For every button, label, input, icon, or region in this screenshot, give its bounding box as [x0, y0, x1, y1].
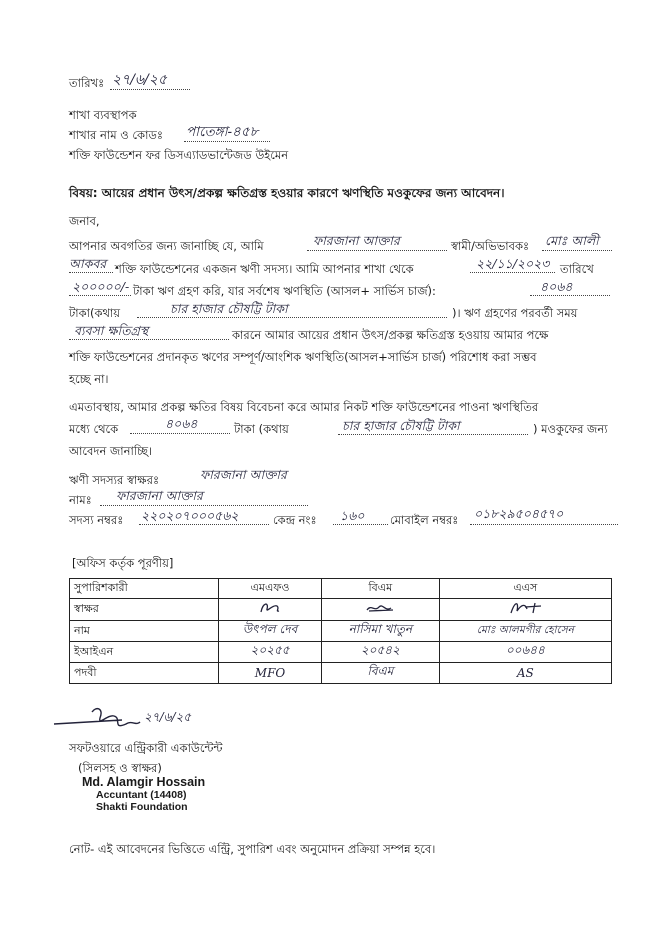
mfo-ein: ২০২৫৫ — [219, 642, 322, 663]
guardian-label: স্বামী/অভিভাবকঃ — [451, 239, 530, 253]
loan-date: ২২/১১/২০২৩ — [476, 256, 550, 271]
center-no: ১৬০ — [340, 508, 365, 523]
member-signature: ফারজানা আক্তার — [200, 467, 287, 482]
applicant-name: ফারজানা আক্তার — [313, 233, 400, 248]
table-header-row — [70, 579, 612, 599]
date-label: তারিখঃ — [69, 76, 105, 90]
guardian-name: মোঃ আলী — [545, 233, 599, 248]
table-row — [70, 599, 612, 621]
mobile-no: ০১৮২৯৫০৪৫৭০ — [474, 506, 564, 521]
waiver-amount: ৪০৬৪ — [165, 416, 198, 431]
branch-value: পাতেঙ্গা-৪৫৮ — [186, 124, 259, 140]
para1-line4-text: )। ঋণ গ্রহণের পরবর্তী সময় — [452, 306, 578, 320]
mfo-name: উৎপল দেব — [219, 621, 322, 642]
damage-reason: ব্যবসা ক্ষতিগ্রস্থ — [74, 323, 149, 338]
mobile-label: মোবাইল নম্বরঃ — [390, 513, 459, 527]
header-cell: সুপারিশকারী — [70, 579, 219, 599]
as-name: মোঃ আলমগীর হোসেন — [439, 621, 611, 642]
member-no-label: সদস্য নম্বরঃ — [69, 513, 124, 527]
signature-scribble-icon — [255, 600, 285, 616]
center-label: কেন্দ্র নংঃ — [273, 513, 317, 527]
seal-org: Shakti Foundation — [96, 801, 188, 813]
para1-line1-text: আপনার অবগতির জন্য জানাচ্ছি যে, আমি — [69, 239, 264, 253]
date-value: ২৭/৬/২৫ — [112, 72, 167, 88]
row-label: নাম — [70, 621, 219, 642]
bm-name: নাসিমা খাতুন — [322, 621, 440, 642]
table-row — [70, 621, 612, 642]
office-table — [69, 578, 612, 684]
branch-label: শাখার নাম ও কোডঃ — [69, 128, 164, 142]
as-designation: AS — [439, 663, 611, 684]
organization-name: শক্তি ফাউন্ডেশন ফর ডিসএ্যাডভান্টেজড উইমেন — [69, 148, 289, 162]
para1-line3-text: টাকা ঋণ গ্রহণ করি, যার সর্বশেষ ঋণস্থিতি (আসল+ সার্ভিস চার্জ): — [133, 284, 436, 298]
para2-line1-text: এমতাবস্থায়, আমার প্রকল্প ক্ষতির বিষয় বিবেচনা করে আমার নিকট শক্তি ফাউন্ডেশনের পাওনা ঋণস্থিতির — [69, 400, 539, 414]
bm-ein: ২০৫৪২ — [322, 642, 440, 663]
row-label: স্বাক্ষর — [70, 599, 219, 621]
mfo-signature — [219, 599, 322, 621]
accountant-note: (সিলসহ ও স্বাক্ষর) — [78, 761, 162, 775]
row-label: পদবী — [70, 663, 219, 684]
bm-signature — [322, 599, 440, 621]
as-signature — [439, 599, 611, 621]
signature-scribble-icon — [505, 599, 545, 617]
office-use-label: [অফিস কর্তৃক পূরণীয়] — [72, 556, 174, 570]
balance-in-words: চার হাজার চৌষট্টি টাকা — [170, 301, 288, 316]
para2-line2-end: ) মওকুফের জন্য — [533, 422, 608, 436]
para2-words-label: টাকা (কথায় — [234, 422, 289, 436]
member-name: ফারজানা আক্তার — [116, 488, 203, 503]
para1-line5-text: কারনে আমার আয়ের প্রধান উৎস/প্রকল্প ক্ষতিগ্রস্ত হওয়ায় আমার পক্ষে — [232, 328, 549, 342]
para1-words-label: টাকা(কথায় — [69, 306, 121, 320]
table-row — [70, 663, 612, 684]
as-ein: ০০৬৪৪ — [439, 642, 611, 663]
member-signature-label: ঋণী সদস্যর স্বাক্ষরঃ — [69, 473, 160, 487]
para1-line7-text: হচ্ছে না। — [69, 372, 109, 386]
accountant-title: সফটওয়ারে এন্ট্রিকারী একাউন্টেন্ট — [69, 741, 223, 755]
para1-line6-text: শক্তি ফাউন্ডেশনের প্রদানকৃত ঋণের সম্পূর্ণ/আংশিক ঋণস্থিতি(আসল+সার্ভিস চার্জ) পরিশোধ করা সম্ভব — [69, 350, 537, 364]
loan-amount: ২০০০০০/- — [72, 279, 130, 294]
seal-name: Md. Alamgir Hossain — [82, 775, 206, 789]
para1-line2-text: শক্তি ফাউন্ডেশনের একজন ঋণী সদস্য। আমি আপনার শাখা থেকে — [115, 262, 414, 276]
member-no: ২২০২০৭০০০৫৬২ — [141, 508, 239, 523]
table-row — [70, 642, 612, 663]
waiver-in-words: চার হাজার চৌষট্টি টাকা — [342, 418, 460, 433]
footer-note: নোট- এই আবেদনের ভিত্তিতে এন্ট্রি, সুপারিশ এবং অনুমোদন প্রক্রিয়া সম্পন্ন হবে। — [69, 842, 436, 856]
accountant-sign-date: ২৭/৬/২৫ — [144, 710, 192, 724]
subject: বিষয়: আয়ের প্রধান উৎস/প্রকল্প ক্ষতিগ্রস্ত হওয়ার কারণে ঋণস্থিতি মওকুফের জন্য আবেদন। — [69, 186, 505, 200]
signature-scribble-icon — [363, 600, 397, 616]
para2-line3-text: আবেদন জানাচ্ছি। — [69, 444, 153, 458]
para2-line2-text: মধ্যে থেকে — [69, 422, 119, 436]
outstanding-balance: ৪০৬৪ — [540, 279, 573, 294]
header-cell: এমএফও — [219, 579, 322, 599]
header-cell: এএস — [439, 579, 611, 599]
header-cell: বিএম — [322, 579, 440, 599]
mfo-designation: MFO — [219, 663, 322, 684]
recipient-title: শাখা ব্যবস্থাপক — [69, 108, 137, 122]
member-name-label: নামঃ — [69, 493, 92, 507]
seal-role: Accuntant (14408) — [96, 789, 187, 801]
row-label: ইআইএন — [70, 642, 219, 663]
date-suffix: তারিখে — [560, 262, 594, 276]
salutation: জনাব, — [69, 214, 100, 228]
guardian-name-cont: আকবর — [69, 256, 107, 271]
bm-designation: বিএম — [322, 663, 440, 684]
